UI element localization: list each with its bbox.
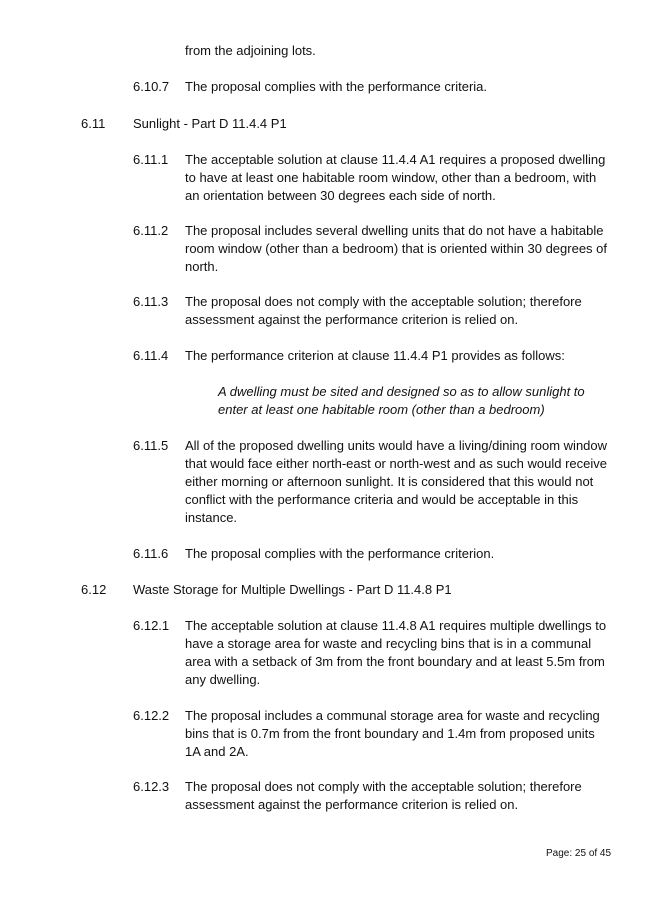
clause-text: The performance criterion at clause 11.4.4 P1 provides as follows:	[185, 348, 565, 363]
clause-paragraph	[185, 707, 615, 761]
clause-number: 6.11.6	[133, 546, 169, 561]
clause-number: 6.10.7	[133, 79, 170, 94]
clause-paragraph	[185, 437, 615, 527]
paragraph-line: 1A and 2A.	[185, 744, 249, 759]
clause-number: 6.12.2	[133, 708, 170, 723]
paragraph-line: instance.	[185, 510, 238, 525]
continuation-text: from the adjoining lots.	[185, 43, 316, 58]
paragraph-line: an orientation between 30 degrees each side of north.	[185, 188, 496, 203]
paragraph-line: The proposal includes a communal storage area for waste and recycling	[185, 708, 600, 723]
quote-line: enter at least one habitable room (other than a bedroom)	[218, 402, 545, 417]
paragraph-line: bins that is 0.7m from the front boundary and 1.4m from proposed units	[185, 726, 595, 741]
clause-text: The proposal complies with the performance criterion.	[185, 546, 495, 561]
clause-number: 6.11.5	[133, 438, 169, 453]
paragraph-line: either morning or afternoon sunlight. It is considered that this would not	[185, 474, 594, 489]
paragraph-line: have a storage area for waste and recycling bins that is in a communal	[185, 636, 592, 651]
section-number: 6.12	[81, 582, 107, 597]
clause-number: 6.11.4	[133, 348, 169, 363]
quote-line: A dwelling must be sited and designed so as to allow sunlight to	[218, 384, 585, 399]
paragraph-line: any dwelling.	[185, 672, 261, 687]
clause-paragraph	[185, 617, 615, 689]
paragraph-line: to have at least one habitable room window, other than a bedroom, with	[185, 170, 597, 185]
paragraph-line: All of the proposed dwelling units would have a living/dining room window	[185, 438, 608, 453]
paragraph-line: conflict with the performance criteria and would be acceptable in this	[185, 492, 579, 507]
paragraph-line: north.	[185, 259, 219, 274]
clause-number: 6.12.3	[133, 779, 170, 794]
page-number: Page: 25 of 45	[546, 848, 612, 859]
paragraph-line: that would face either north-east or north-west and as such would receive	[185, 456, 608, 471]
paragraph-line: The proposal does not comply with the acceptable solution; therefore	[185, 779, 582, 794]
clause-paragraph	[185, 151, 615, 205]
paragraph-line: assessment against the performance criterion is relied on.	[185, 312, 519, 327]
paragraph-line: area with a setback of 3m from the front boundary and at least 5.5m from	[185, 654, 605, 669]
clause-paragraph	[185, 222, 615, 276]
paragraph-line: The acceptable solution at clause 11.4.4 A1 requires a proposed dwelling	[185, 152, 606, 167]
paragraph-line: The acceptable solution at clause 11.4.8 A1 requires multiple dwellings to	[185, 618, 607, 633]
paragraph-line: The proposal does not comply with the acceptable solution; therefore	[185, 294, 582, 309]
clause-number: 6.11.1	[133, 152, 169, 167]
paragraph-line: The proposal includes several dwelling units that do not have a habitable	[185, 223, 604, 238]
paragraph-line: room window (other than a bedroom) that is oriented within 30 degrees of	[185, 241, 608, 256]
section-heading: Waste Storage for Multiple Dwellings - Part D 11.4.8 P1	[133, 582, 452, 597]
clause-number: 6.11.2	[133, 223, 169, 238]
clause-text: The proposal complies with the performance criteria.	[185, 79, 488, 94]
clause-paragraph	[185, 778, 615, 814]
paragraph-line: assessment against the performance criterion is relied on.	[185, 797, 519, 812]
section-heading: Sunlight - Part D 11.4.4 P1	[133, 116, 287, 131]
block-quote	[218, 383, 618, 419]
section-number: 6.11	[81, 116, 106, 131]
clause-number: 6.12.1	[133, 618, 170, 633]
clause-paragraph	[185, 293, 615, 329]
clause-number: 6.11.3	[133, 294, 169, 309]
